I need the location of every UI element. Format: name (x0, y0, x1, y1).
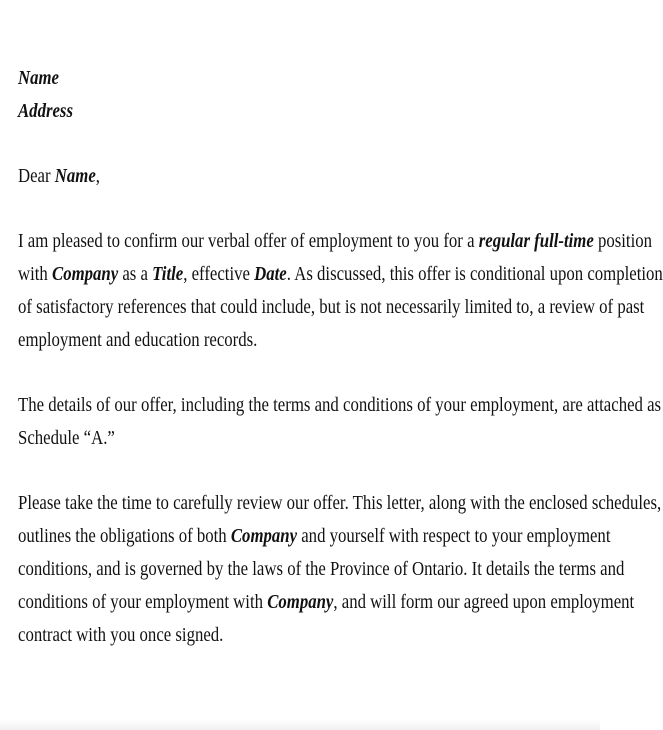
recipient-address: Address (18, 101, 73, 122)
salutation-suffix: , (95, 166, 100, 187)
p3-l4-c: , and will form our agreed upon employment (333, 592, 635, 613)
p1-l2-g: . As discussed, this offer is conditional upon completion (286, 264, 663, 285)
p1-l1-a: I am pleased to confirm our verbal offer of employment to you for a (18, 231, 479, 252)
p1-l1-c: position (593, 231, 653, 252)
p1-l3: of satisfactory references that could include, but is not necessarily limited to, a review of past (18, 297, 645, 318)
date-placeholder: Date (254, 264, 287, 285)
company-placeholder: Company (267, 592, 334, 613)
p3-l2-a: outlines the obligations of both (18, 526, 231, 547)
p1-l2-c: as a (118, 264, 153, 285)
p3-l5: contract with you once signed. (18, 625, 224, 646)
salutation-name: Name (54, 166, 96, 187)
company-placeholder: Company (52, 264, 119, 285)
company-placeholder: Company (230, 526, 298, 547)
p1-l2-a: with (18, 264, 53, 285)
offer-letter (18, 62, 663, 652)
paragraph-details (18, 389, 662, 455)
page-bottom-shadow (0, 720, 600, 730)
salutation-prefix: Dear (18, 166, 55, 187)
p3-l3: conditions, and is governed by the laws of the Province of Ontario. It details the terms and (18, 559, 625, 580)
p3-l1: Please take the time to carefully review our offer. This letter, along with the enclosed schedules, (18, 493, 662, 514)
employment-type: regular full-time (478, 231, 594, 252)
recipient-name: Name (18, 68, 59, 89)
paragraph-offer (18, 225, 663, 357)
p3-l4-a: conditions of your employment with (18, 592, 268, 613)
paragraph-review (18, 487, 662, 652)
salutation (18, 160, 586, 193)
p3-l2-c: and yourself with respect to your employment (297, 526, 611, 547)
p2-l1: The details of our offer, including the terms and conditions of your employment, are attached as (18, 395, 662, 416)
p2-l2: Schedule “A.” (18, 428, 115, 449)
p1-l2-e: , effective (183, 264, 255, 285)
p1-l4: employment and education records. (18, 330, 258, 351)
title-placeholder: Title (152, 264, 184, 285)
recipient-block (18, 62, 586, 128)
